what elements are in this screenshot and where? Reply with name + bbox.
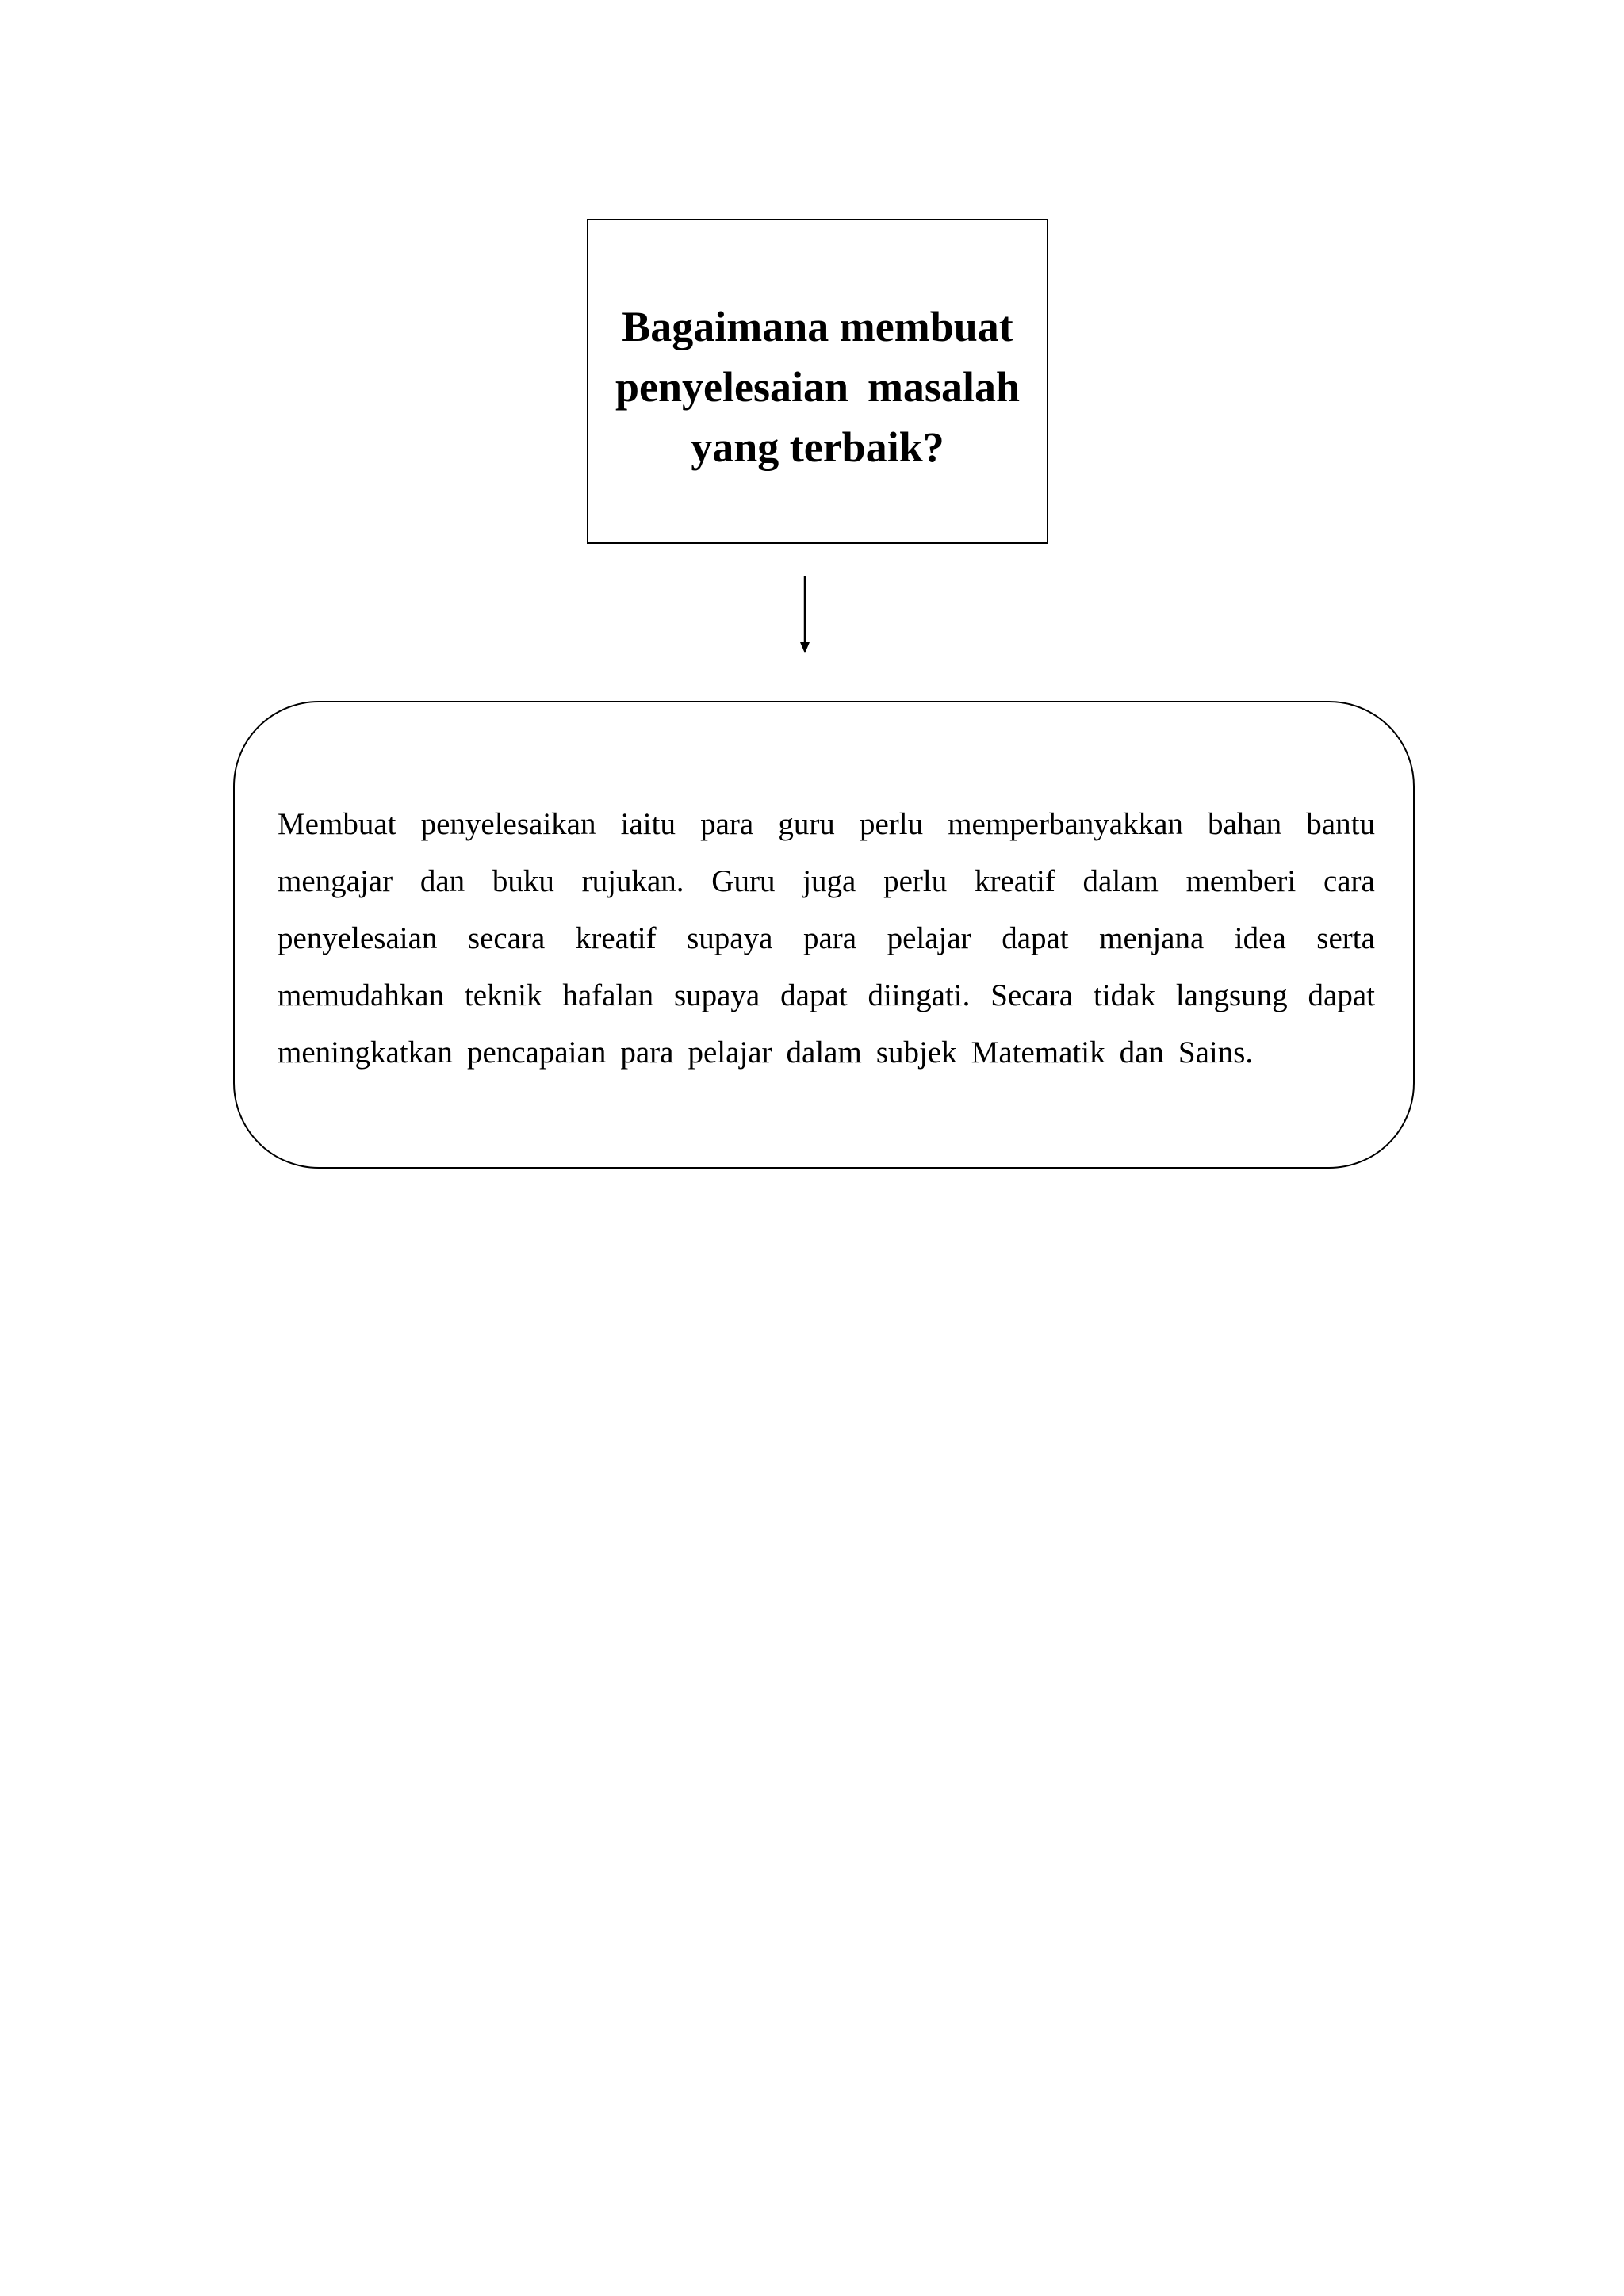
answer-line [278, 796, 1375, 853]
word: supaya [673, 978, 760, 1012]
word: teknik [464, 978, 542, 1012]
word: perlu [883, 864, 948, 898]
word: iaitu [620, 807, 676, 841]
word: Sains. [1178, 1035, 1254, 1070]
word: cara [1323, 864, 1375, 898]
word: dalam [786, 1035, 862, 1070]
word: tidak [1093, 978, 1155, 1012]
word: secara [467, 921, 546, 955]
word: para [700, 807, 754, 841]
answer-line [278, 910, 1375, 967]
word: serta [1316, 921, 1375, 955]
word: memperbanyakkan [948, 807, 1183, 841]
word: diingati. [868, 978, 971, 1012]
word: Membuat [278, 807, 396, 841]
answer-paragraph [278, 796, 1375, 1081]
word: pencapaian [466, 1035, 607, 1070]
word: masalah [867, 363, 1020, 411]
word: para [802, 921, 857, 955]
word: langsung [1175, 978, 1288, 1012]
answer-line [278, 853, 1375, 910]
word: penyelesaian [615, 363, 849, 411]
word: dalam [1082, 864, 1159, 898]
word: Secara [990, 978, 1074, 1012]
word: buku [492, 864, 554, 898]
word: pelajar [887, 921, 971, 955]
word: para [620, 1035, 674, 1070]
word: memudahkan [278, 978, 445, 1012]
question-line: Bagaimana membuat [622, 303, 1013, 350]
word: dapat [780, 978, 848, 1012]
word: dapat [1308, 978, 1375, 1012]
word: meningkatkan [278, 1035, 453, 1070]
word: bahan [1208, 807, 1282, 841]
word: bantu [1306, 807, 1375, 841]
answer-line [278, 967, 1375, 1024]
word: kreatif [975, 864, 1055, 898]
word: pelajar [688, 1035, 772, 1070]
word: dapat [1002, 921, 1069, 955]
answer-line [278, 1024, 1375, 1081]
word: kreatif [575, 921, 657, 955]
word: Matematik [971, 1035, 1105, 1070]
word: memberi [1185, 864, 1297, 898]
word: penyelesaikan [420, 807, 596, 841]
word: penyelesaian [278, 921, 438, 955]
question-line [615, 357, 1020, 417]
word: guru [778, 807, 835, 841]
word: subjek [875, 1035, 957, 1070]
question-text [615, 297, 1020, 477]
word: idea [1234, 921, 1286, 955]
question-line: yang terbaik? [691, 423, 944, 471]
word: hafalan [562, 978, 654, 1012]
word: perlu [859, 807, 924, 841]
word: dan [419, 864, 465, 898]
word: juga [802, 864, 856, 898]
word: mengajar [278, 864, 393, 898]
down-arrow-icon [793, 576, 817, 655]
answer-box [233, 701, 1415, 1169]
word: rujukan. [581, 864, 684, 898]
word: Guru [711, 864, 776, 898]
word: dan [1119, 1035, 1164, 1070]
word: supaya [687, 921, 773, 955]
question-box [587, 219, 1048, 544]
word: menjana [1099, 921, 1205, 955]
